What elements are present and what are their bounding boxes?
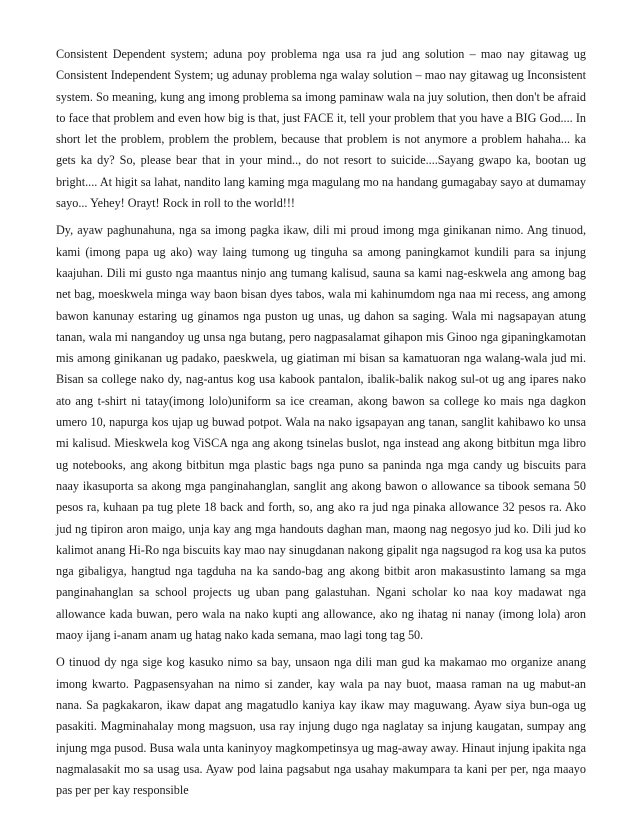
paragraph-2: Dy, ayaw paghunahuna, nga sa imong pagka ikaw, dili mi proud imong mga ginikanan nimo. Ang tinuod, kami (imong papa ug ako) way laing tumong ug tinguha sa among paningkamot kundili para sa injung kaajuhan. Dili mi gusto nga maantus ninjo ang tumang kalisud, sauna sa kami nag-eskwela ang among bag net bag, moeskwela minga way baon bisan dyes tabos, wala mi kahinumdom nga naa mi recess, ang among bawon kanunay estaring ug ginamos nga puston ug unas, ug dahon sa saging. Wala mi nagsapayan atung tanan, wala mi nangandoy ug unsa nga butang, pero nagpasalamat gihapon mis Ginoo nga gipaningkamotan mis among ginikanan ug padako, paeskwela, ug giatiman mi bisan sa kamatuoran nga walang-wala jud mi. Bisan sa college nako dy, nag-antus kog usa kabook pantalon, ibalik-balik nakog sul-ot ug ang ipares nako ato ang t-shirt ni tatay(imong lolo)uniform sa ice creaman, akong bawon sa college ko mais nga dagkon umero 10, napurga kos ujap ug buwad potpot. Wala na nako igsapayan ang tanan, sanglit kahibawo ko unsa mi kalisud. Mieskwela kog ViSCA nga ang akong tsinelas buslot, nga instead ang akong bitbitun mga libro ug notebooks, ang akong bitbitun mga plastic bags nga puno sa paninda nga mga candy ug biscuits para naay ikasuporta sa akong mga panginahanglan, sanglit ang akong bawon o allowance sa tibook semana 50 pesos ra, kuhaan pa tug plete 18 back and forth, so, ang ako ra jud nga pinaka allowance 32 pesos ra. Ako jud ng tipiron aron maigo, unja kay ang mga handouts daghan man, maong nag negosyo jud ko. Dili jud ko kalimot anang Hi-Ro nga biscuits kay mao nay sinugdanan nakong gipalit nga nagsugod ra kog usa ka putos nga gibaligya, hangtud nga tagduha na ka sando-bag ang akong bitbit aron makasustinto lamang sa mga panginahanglan sa school projects ug uban pang galastuhan. Ngani scholar ko naa koy madawat nga allowance kada buwan, pero wala na nako kupti ang allowance, ako ng ihatag ni nanay (imong lola) aron maoy ijang i-anam anam ug hatag nako kada semana, mao lagi tong tag 50. bbox=[56, 223, 586, 643]
paragraph-1: Consistent Dependent system; aduna poy problema nga usa ra jud ang solution – mao nay gitawag ug Consistent Independent System; ug adunay problema nga walay solution – mao nay gitawag ug Inconsistent system. So meaning, kung ang imong problema sa imong paminaw wala na juy solution, then don't be afraid to face that problem and even how big is that, just FACE it, tell your problem that you have a BIG God.... In short let the problem, problem the problem, because that problem is not anymore a problem hahaha... ka gets ka dy? So, please bear that in your mind.., do not resort to suicide....Sayang gwapo ka, bootan ug bright.... At higit sa lahat, nandito lang kaming mga magulang mo na handang gumagabay sayo at dumamay sayo... Yehey! Orayt! Rock in roll to the world!!! bbox=[56, 47, 586, 211]
paragraph-3: O tinuod dy nga sige kog kasuko nimo sa bay, unsaon nga dili man gud ka makamao mo organize anang imong kwarto. Pagpasensyahan na nimo si zander, kay wala pa nay buot, maasa raman na ug mabut-an nana. Sa pagkakaron, ikaw dapat ang magatudlo kaniya kay ikaw may maguwang. Ayaw siya bun-oga ug pasakiti. Magminahalay mong magsuon, usa ray injung dugo nga naglatay sa injung kaugatan, sumpay ang injung mga pusod. Busa wala unta kaninyoy magkompetinsya ug mag-away away. Hinaut injung ipakita nga nagmalasakit mo sa usag usa. Ayaw pod laina pagsabut nga usahay makumpara ta kani per per, nga maayo pas per per kay responsible bbox=[56, 655, 586, 798]
document-body bbox=[56, 44, 586, 807]
